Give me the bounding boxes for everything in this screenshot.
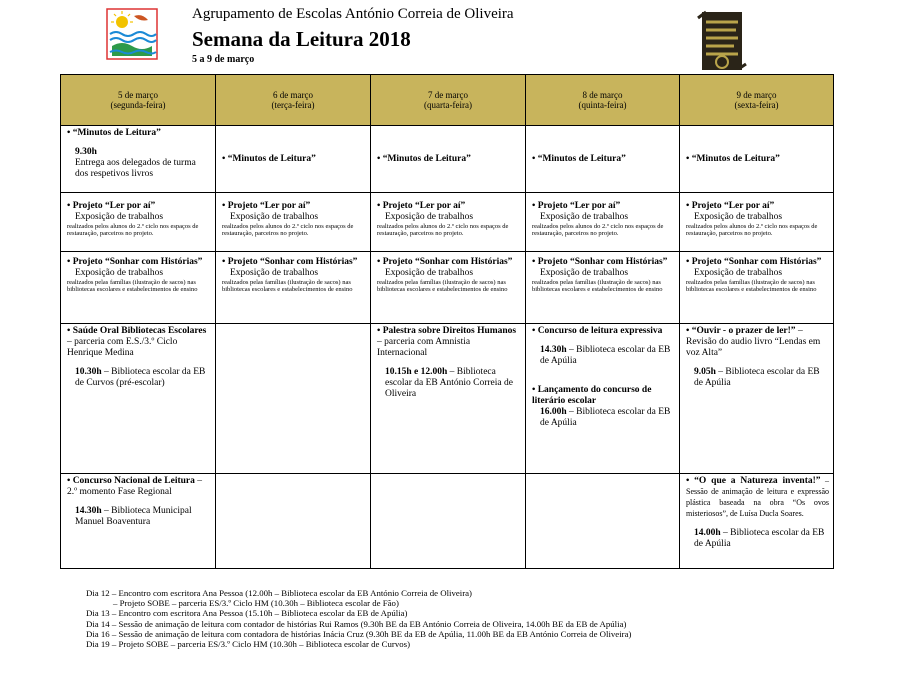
schedule-row-minutos <box>61 126 834 193</box>
cell-wed-palestra: • Palestra sobre Direitos Humanos – parceria com Amnistia Internacional 10.15h e 12.00h – Biblioteca escolar da EB António Correia de Oliveira <box>371 324 526 474</box>
cell-thu-minutos: • “Minutos de Leitura” <box>526 126 680 193</box>
school-logo <box>106 8 158 60</box>
cell-wed-sonhar: • Projeto “Sonhar com Histórias” Exposição de trabalhos realizados pelas famílias (ilustração de sacos) nas bibliotecas escolares e estabelecimentos de ensino <box>371 252 526 324</box>
cell-tue-empty-2 <box>216 474 371 569</box>
schedule-row-ler-por-ai <box>61 193 834 252</box>
note-line: Dia 13 – Encontro com escritora Ana Pessoa (15.10h – Biblioteca escolar da EB de Apúlia) <box>86 608 408 619</box>
cell-tue-minutos: • “Minutos de Leitura” <box>216 126 371 193</box>
note-line: Dia 14 – Sessão de animação de leitura com contador de histórias Rui Ramos (9.30h BE da EB António Correia de Oliveira, 14.00h BE da EB de Apúlia) <box>86 618 627 629</box>
day-header-tuesday: 6 de março (terça-feira) <box>216 75 371 126</box>
cell-mon-minutos: • “Minutos de Leitura” 9.30h Entrega aos delegados de turma dos respetivos livros <box>61 126 216 193</box>
day-header-monday: 5 de março (segunda-feira) <box>61 75 216 126</box>
day-header-friday: 9 de março (sexta-feira) <box>680 75 834 126</box>
cell-tue-ler: • Projeto “Ler por aí” Exposição de trabalhos realizados pelos alunos do 2.º ciclo nos espaços de restauração, parceiros no projeto. <box>216 193 371 252</box>
cell-thu-ler: • Projeto “Ler por aí” Exposição de trabalhos realizados pelos alunos do 2.º ciclo nos espaços de restauração, parceiros no projeto. <box>526 193 680 252</box>
note-line: Dia 19 – Projeto SOBE – parceria ES/3.º Ciclo HM (10.30h – Biblioteca escolar de Curvos) <box>86 639 410 650</box>
day-header-thursday: 8 de março (quinta-feira) <box>526 75 680 126</box>
date-range: 5 a 9 de março <box>192 54 255 65</box>
cell-tue-sonhar: • Projeto “Sonhar com Histórias” Exposição de trabalhos realizados pelas famílias (ilustração de sacos) nas bibliotecas escolares e estabelecimentos de ensino <box>216 252 371 324</box>
cell-mon-concurso-nacional: • Concurso Nacional de Leitura – 2.º momento Fase Regional 14.30h – Biblioteca Municipal Manuel Boaventura <box>61 474 216 569</box>
cell-fri-sonhar: • Projeto “Sonhar com Histórias” Exposição de trabalhos realizados pelas famílias (ilustração de sacos) nas bibliotecas escolares e estabelecimentos de ensino <box>680 252 834 324</box>
cell-wed-ler: • Projeto “Ler por aí” Exposição de trabalhos realizados pelos alunos do 2.º ciclo nos espaços de restauração, parceiros no projeto. <box>371 193 526 252</box>
cell-thu-empty <box>526 474 680 569</box>
cell-mon-sonhar: • Projeto “Sonhar com Histórias” Exposição de trabalhos realizados pelas famílias (ilustração de sacos) nas bibliotecas escolares e estabelecimentos de ensino <box>61 252 216 324</box>
additional-events-notes <box>86 588 631 649</box>
day-header-row <box>61 75 834 126</box>
schedule-row-sonhar <box>61 252 834 324</box>
day-header-wednesday: 7 de março (quarta-feira) <box>371 75 526 126</box>
reading-week-logo <box>696 8 748 76</box>
cell-fri-minutos: • “Minutos de Leitura” <box>680 126 834 193</box>
note-line: Dia 12 – Encontro com escritora Ana Pessoa (12.00h – Biblioteca escolar da EB António Correia de Oliveira) <box>86 588 472 598</box>
school-name: Agrupamento de Escolas António Correia de Oliveira <box>192 6 514 22</box>
cell-mon-saude-oral: • Saúde Oral Bibliotecas Escolares – parceria com E.S./3.º Ciclo Henrique Medina 10.30h – Biblioteca escolar da EB de Curvos (pré-escolar) <box>61 324 216 474</box>
cell-thu-concurso: • Concurso de leitura expressiva 14.30h – Biblioteca escolar da EB de Apúlia • Lançamento do concurso de literário escolar 16.00h – Biblioteca escolar da EB de Apúlia <box>526 324 680 474</box>
cell-wed-minutos: • “Minutos de Leitura” <box>371 126 526 193</box>
cell-wed-empty <box>371 474 526 569</box>
schedule-row-events <box>61 324 834 474</box>
cell-tue-empty <box>216 324 371 474</box>
schedule-table <box>60 74 834 569</box>
note-line: Dia 16 – Sessão de animação de leitura com contadora de histórias Inácia Cruz (9.30h BE da EB de Apúlia, 11.00h BE da EB António Correia de Oliveira) <box>86 628 632 639</box>
cell-fri-natureza: • “O que a Natureza inventa!” – Sessão de animação de leitura e expressão plástica baseada na obra “Os ovos misteriosos”, de Luísa Ducla Soares. 14.00h – Biblioteca escolar da EB de Apúlia <box>680 474 834 569</box>
cell-thu-sonhar: • Projeto “Sonhar com Histórias” Exposição de trabalhos realizados pelas famílias (ilustração de sacos) nas bibliotecas escolares e estabelecimentos de ensino <box>526 252 680 324</box>
cell-fri-ouvir: • “Ouvir - o prazer de ler!” – Revisão do audio livro “Lendas em voz Alta” 9.05h – Biblioteca escolar da EB de Apúlia <box>680 324 834 474</box>
cell-fri-ler: • Projeto “Ler por aí” Exposição de trabalhos realizados pelos alunos do 2.º ciclo nos espaços de restauração, parceiros no projeto. <box>680 193 834 252</box>
schedule-row-concurso-nacional <box>61 474 834 569</box>
cell-mon-ler: • Projeto “Ler por aí” Exposição de trabalhos realizados pelos alunos do 2.º ciclo nos espaços de restauração, parceiros no projeto. <box>61 193 216 252</box>
page-title: Semana da Leitura 2018 <box>192 27 411 51</box>
note-line: – Projeto SOBE – parceria ES/3.º Ciclo HM (10.30h – Biblioteca escolar de Fão) <box>113 598 399 609</box>
